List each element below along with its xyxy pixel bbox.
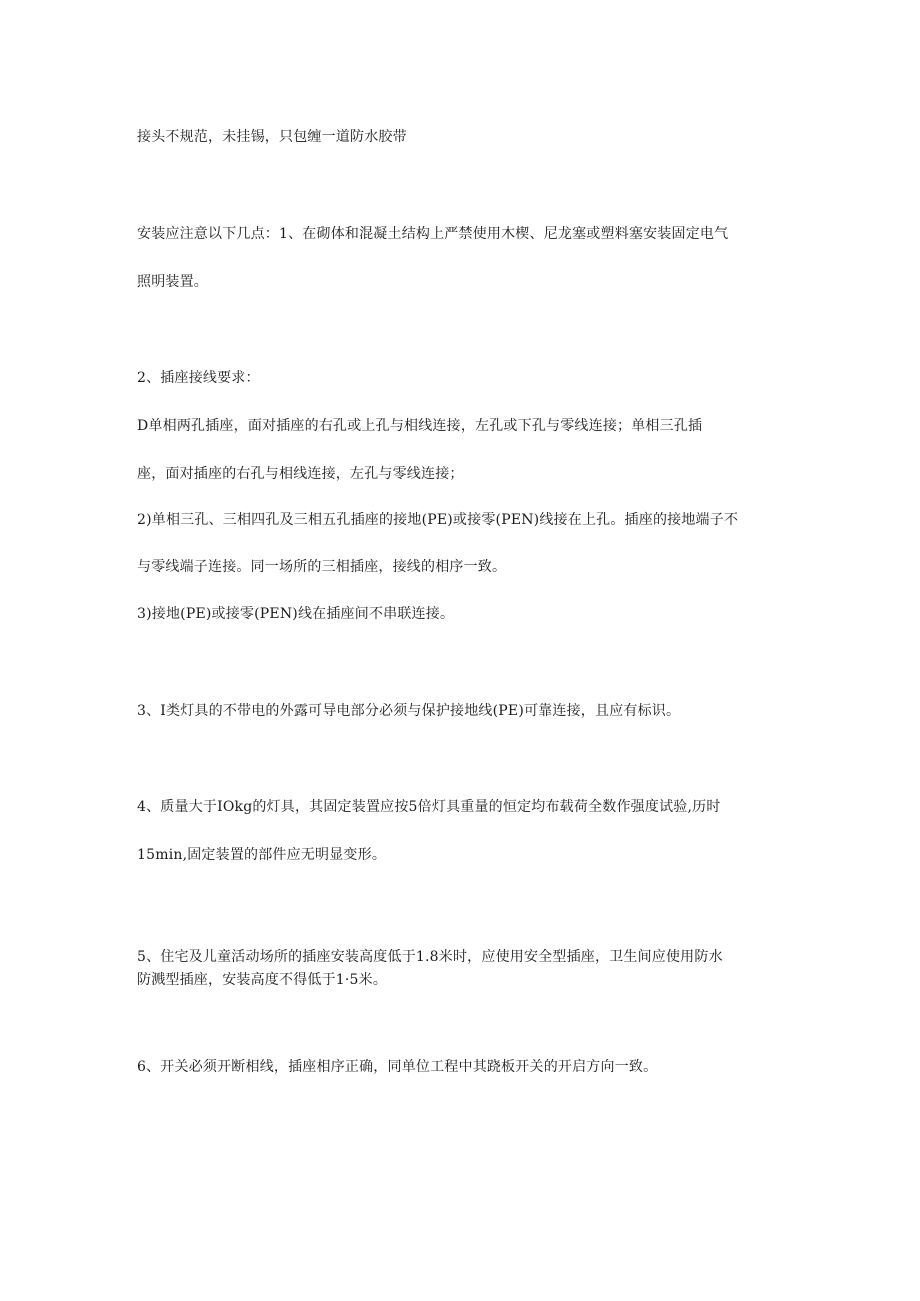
text-line-heavy-lamps: 4、质量大于IOkg的灯具，其固定装置应按5倍灯具重量的恒定均布载荷全数作强度试验,历时 (137, 799, 721, 815)
text-line-socket-height: 5、住宅及儿童活动场所的插座安装高度低于1.8米时，应使用安全型插座，卫生间应使用防水 (137, 949, 723, 965)
text-line-socket-rule-1: D单相两孔插座，面对插座的右孔或上孔与相线连接，左孔或下孔与零线连接；单相三孔插 (137, 418, 703, 434)
text-line-install-notes-cont: 照明装置。 (137, 274, 208, 290)
text-line-socket-rule-2-cont: 与零线端子连接。同一场所的三相插座，接线的相序一致。 (137, 559, 507, 575)
text-line-switch-rule: 6、开关必须开断相线，插座相序正确，同单位工程中其跷板开关的开启方向一致。 (137, 1059, 658, 1075)
text-line-socket-rule-3: 3)接地(PE)或接零(PEN)线在插座间不串联连接。 (137, 606, 455, 622)
text-line-heavy-lamps-cont: 15min,固定装置的部件应无明显变形。 (137, 847, 387, 863)
text-line-socket-rule-1-cont: 座，面对插座的右孔与相线连接，左孔与零线连接； (137, 466, 464, 482)
text-line-class-i-lamps: 3、I类灯具的不带电的外露可导电部分必须与保护接地线(PE)可靠连接，且应有标识。 (137, 703, 681, 719)
text-line-joint: 接头不规范，未挂锡，只包缠一道防水胶带 (137, 129, 407, 145)
text-line-socket-heading: 2、插座接线要求： (137, 370, 260, 386)
text-line-install-notes: 安装应注意以下几点：1、在砌体和混凝土结构上严禁使用木楔、尼龙塞或塑料塞安装固定电气 (137, 226, 729, 242)
text-line-socket-height-cont: 防溅型插座，安装高度不得低于1·5米。 (137, 972, 388, 988)
text-line-socket-rule-2: 2)单相三孔、三相四孔及三相五孔插座的接地(PE)或接零(PEN)线接在上孔。插座的接地端子不 (137, 512, 739, 528)
